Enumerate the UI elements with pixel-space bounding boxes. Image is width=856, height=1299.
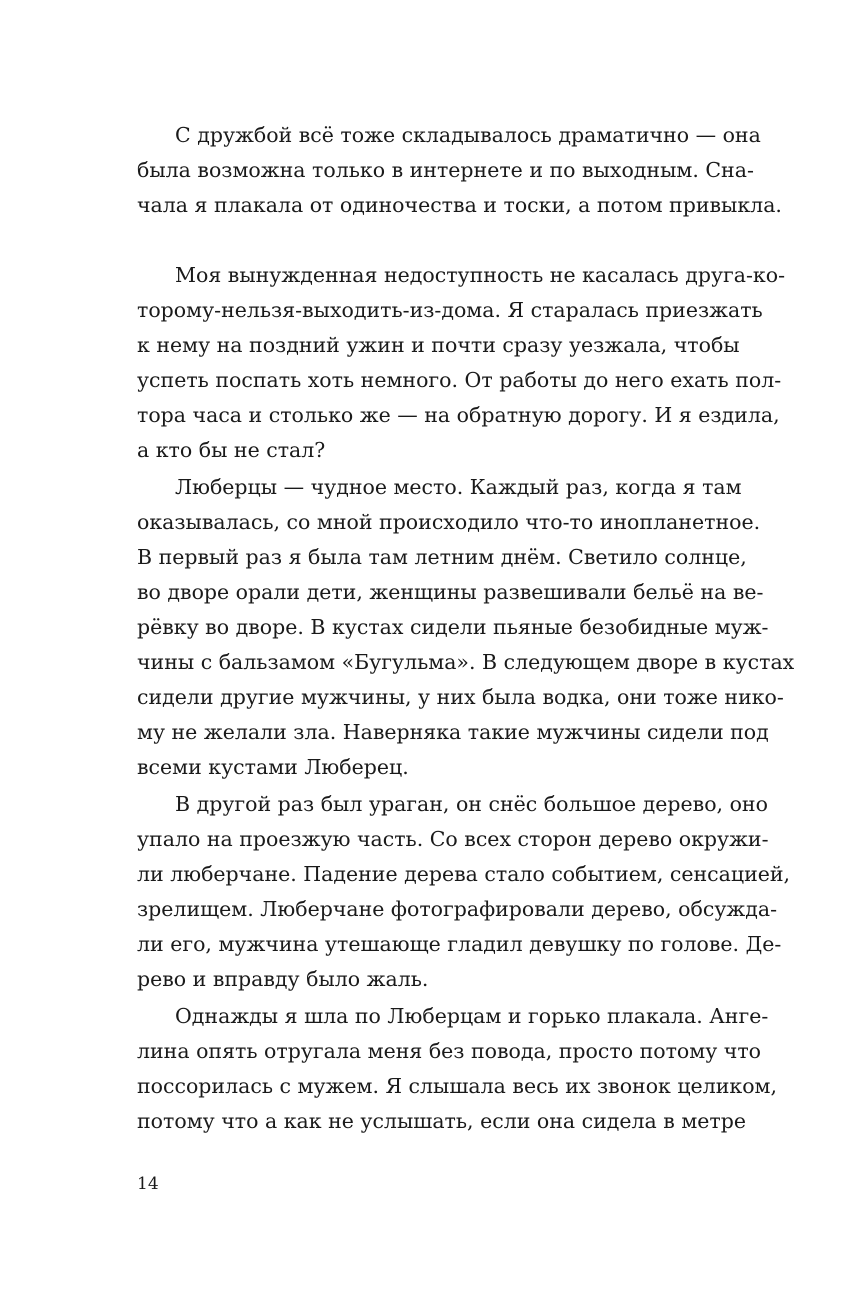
text-line: а кто бы не стал? — [137, 438, 326, 462]
text-line: была возможна только в интернете и по выходным. Сна- — [137, 158, 754, 182]
text-line: чала я плакала от одиночества и тоски, а потом привыкла. — [137, 193, 782, 217]
text-line: рёвку во дворе. В кустах сидели пьяные безобидные муж- — [137, 615, 769, 639]
text-line: зрелищем. Люберчане фотографировали дерево, обсужда- — [137, 897, 778, 921]
text-line: ли его, мужчина утешающе гладил девушку по голове. Де- — [137, 932, 782, 956]
text-line: оказывалась, со мной происходило что-то инопланетное. — [137, 510, 761, 534]
text-line: всеми кустами Люберец. — [137, 755, 409, 779]
text-line: успеть поспать хоть немного. От работы до него ехать пол- — [137, 368, 782, 392]
text-line: сидели другие мужчины, у них была водка, они тоже нико- — [137, 685, 784, 709]
text-line: во дворе орали дети, женщины развешивали бельё на ве- — [137, 580, 764, 604]
text-line: поссорилась с мужем. Я слышала весь их звонок целиком, — [137, 1074, 777, 1098]
text-line: Моя вынужденная недоступность не касалась друга-ко- — [175, 263, 786, 287]
text-line: потому что а как не услышать, если она сидела в метре — [137, 1109, 747, 1133]
page-number: 14 — [137, 1174, 159, 1194]
text-line: упало на проезжую часть. Со всех сторон дерево окружи- — [137, 827, 769, 851]
text-line: торому-нельзя-выходить-из-дома. Я старалась приезжать — [137, 298, 763, 322]
text-line: В первый раз я была там летним днём. Светило солнце, — [137, 545, 747, 569]
text-line: Люберцы — чудное место. Каждый раз, когда я там — [175, 475, 742, 499]
text-line: ли люберчане. Падение дерева стало событием, сенсацией, — [137, 862, 791, 886]
text-line: му не желали зла. Наверняка такие мужчины сидели под — [137, 720, 769, 744]
text-line: тора часа и столько же — на обратную дорогу. И я ездила, — [137, 403, 780, 427]
text-line: С дружбой всё тоже складывалось драматично — она — [175, 123, 761, 147]
text-line: рево и вправду было жаль. — [137, 967, 429, 991]
text-line: В другой раз был ураган, он снёс большое дерево, оно — [175, 792, 768, 816]
text-line: чины с бальзамом «Бугульма». В следующем дворе в кустах — [137, 650, 795, 674]
text-line: лина опять отругала меня без повода, просто потому что — [137, 1039, 762, 1063]
text-line: Однажды я шла по Люберцам и горько плакала. Анге- — [175, 1004, 769, 1028]
text-line: к нему на поздний ужин и почти сразу уезжала, чтобы — [137, 333, 740, 357]
